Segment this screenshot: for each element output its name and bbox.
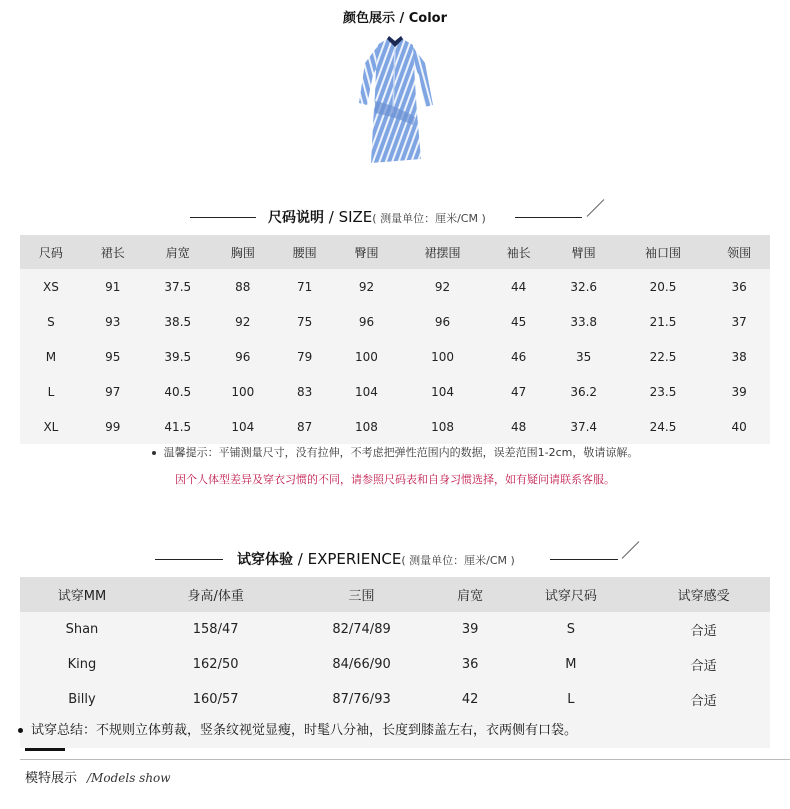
table-cell: 96	[358, 314, 375, 329]
table-cell: 46	[511, 349, 527, 364]
column-header: 袖口围	[618, 235, 708, 269]
table-cell: 87	[297, 419, 313, 434]
table-cell: Billy	[68, 692, 96, 707]
table-cell: S	[47, 314, 55, 329]
product-dress-image	[355, 33, 435, 167]
table-cell: King	[67, 657, 97, 672]
table-cell: XL	[43, 419, 59, 434]
table-row	[20, 682, 770, 717]
experience-table-header-row	[20, 577, 770, 612]
table-cell: 160/57	[192, 692, 239, 707]
header-slash-mark	[622, 541, 640, 559]
table-cell: 21.5	[649, 314, 677, 329]
table-cell: 93	[105, 314, 121, 329]
table-cell: 108	[431, 419, 455, 434]
table-cell: 96	[235, 349, 251, 364]
table-cell: 88	[235, 279, 251, 294]
models-section-title	[25, 767, 171, 786]
table-row	[20, 339, 770, 374]
table-cell: 95	[105, 349, 121, 364]
table-cell: 47	[511, 384, 527, 399]
table-cell: 92	[434, 279, 451, 294]
table-cell: XS	[42, 279, 59, 294]
table-cell: 48	[511, 419, 527, 434]
size-tip-text: 温馨提示：平铺测量尺寸，没有拉伸，不考虑把弹性范围内的数据，误差范围1-2cm，敬请谅解。	[163, 446, 639, 459]
table-cell: 38	[731, 349, 747, 364]
models-title-cn: 模特展示	[25, 771, 78, 786]
models-accent-bar	[25, 748, 65, 751]
table-cell: 37.4	[570, 419, 598, 434]
table-row	[20, 647, 770, 682]
column-header: 臀围	[336, 235, 398, 269]
color-section-title: 颜色展示 / Color	[342, 11, 448, 26]
column-header: 裙摆围	[397, 235, 487, 269]
table-cell: 83	[297, 384, 313, 399]
table-cell: S	[566, 622, 576, 637]
table-cell: 35	[576, 349, 592, 364]
table-cell: 合适	[690, 694, 717, 709]
table-cell: M	[45, 349, 57, 364]
table-cell: 20.5	[649, 279, 677, 294]
column-header: 腰围	[274, 235, 336, 269]
table-cell: L	[47, 384, 55, 399]
table-cell: 100	[431, 349, 455, 364]
models-title-en: /Models show	[87, 771, 171, 785]
experience-summary-text: 试穿总结：不规则立体剪裁，竖条纹视觉显瘦，时髦八分袖，长度到膝盖左右，衣两侧有口袋。	[31, 723, 578, 738]
table-cell: 32.6	[570, 279, 598, 294]
table-cell: 40	[731, 419, 747, 434]
table-cell: 87/76/93	[332, 692, 391, 707]
table-cell: 39	[461, 622, 479, 637]
bullet-dot	[18, 728, 23, 733]
column-header: 肩宽	[436, 577, 505, 612]
size-tip	[0, 444, 790, 460]
table-cell: 39.5	[164, 349, 192, 364]
table-cell: 41.5	[164, 419, 192, 434]
column-header: 裙长	[82, 235, 144, 269]
size-tip-red: 因个人体型差异及穿衣习惯的不同，请参照尺码表和自身习惯选择，如有疑问请联系客服。	[175, 473, 615, 486]
table-cell: 39	[731, 384, 747, 399]
header-rule-left	[155, 559, 223, 560]
table-cell: 36	[461, 657, 479, 672]
size-section-title: 尺码说明 / SIZE( 测量单位：厘米/CM )	[268, 208, 486, 226]
table-cell: 108	[355, 419, 378, 434]
experience-section-header	[0, 544, 790, 574]
column-header: 试穿尺码	[505, 577, 638, 612]
header-slash-mark	[587, 199, 605, 217]
table-cell: 36	[731, 279, 747, 294]
table-cell: 42	[461, 692, 479, 707]
table-cell: 99	[105, 419, 121, 434]
header-rule-right	[550, 559, 618, 560]
column-header: 肩宽	[144, 235, 212, 269]
column-header: 身高/体重	[144, 577, 287, 612]
column-header: 袖长	[488, 235, 550, 269]
size-table	[20, 235, 770, 444]
column-header: 试穿MM	[20, 577, 144, 612]
experience-summary	[20, 716, 770, 748]
table-cell: Shan	[65, 622, 99, 637]
table-cell: 91	[105, 279, 121, 294]
bullet-dot	[152, 451, 156, 455]
table-cell: 33.8	[570, 314, 598, 329]
table-cell: 104	[355, 384, 378, 399]
column-header: 胸围	[212, 235, 274, 269]
table-cell: 104	[231, 419, 255, 434]
table-cell: 84/66/90	[332, 657, 391, 672]
table-cell: 82/74/89	[332, 622, 391, 637]
table-row	[20, 374, 770, 409]
table-cell: 36.2	[570, 384, 598, 399]
experience-section-title: 试穿体验 / EXPERIENCE( 测量单位：厘米/CM )	[237, 550, 515, 568]
column-header: 三围	[287, 577, 435, 612]
table-cell: 158/47	[192, 622, 239, 637]
table-row	[20, 409, 770, 444]
size-table-header-row	[20, 235, 770, 269]
table-cell: 44	[511, 279, 527, 294]
table-cell: 162/50	[192, 657, 239, 672]
table-cell: 100	[355, 349, 378, 364]
table-cell: 37	[731, 314, 747, 329]
header-rule-left	[190, 217, 256, 218]
table-cell: 92	[358, 279, 375, 294]
table-cell: 75	[297, 314, 313, 329]
table-cell: 104	[431, 384, 455, 399]
table-cell: 22.5	[649, 349, 677, 364]
table-cell: 96	[434, 314, 451, 329]
experience-table	[20, 577, 770, 717]
header-rule-right	[515, 217, 582, 218]
table-cell: 24.5	[649, 419, 677, 434]
size-section-header	[0, 202, 790, 232]
table-cell: 71	[297, 279, 313, 294]
table-cell: 40.5	[164, 384, 192, 399]
table-row	[20, 304, 770, 339]
models-divider	[20, 759, 790, 760]
table-cell: 合适	[690, 659, 717, 674]
table-row	[20, 269, 770, 304]
column-header: 尺码	[20, 235, 82, 269]
table-row	[20, 612, 770, 647]
table-cell: L	[567, 692, 575, 707]
table-cell: 97	[105, 384, 121, 399]
table-cell: 92	[235, 314, 251, 329]
table-cell: 45	[511, 314, 527, 329]
table-cell: M	[565, 657, 577, 672]
column-header: 领围	[708, 235, 770, 269]
table-cell: 38.5	[164, 314, 192, 329]
table-cell: 合适	[690, 624, 717, 639]
column-header: 试穿感受	[637, 577, 770, 612]
table-cell: 37.5	[164, 279, 192, 294]
column-header: 臂围	[550, 235, 618, 269]
table-cell: 100	[231, 384, 255, 399]
table-cell: 23.5	[649, 384, 677, 399]
table-cell: 79	[297, 349, 313, 364]
